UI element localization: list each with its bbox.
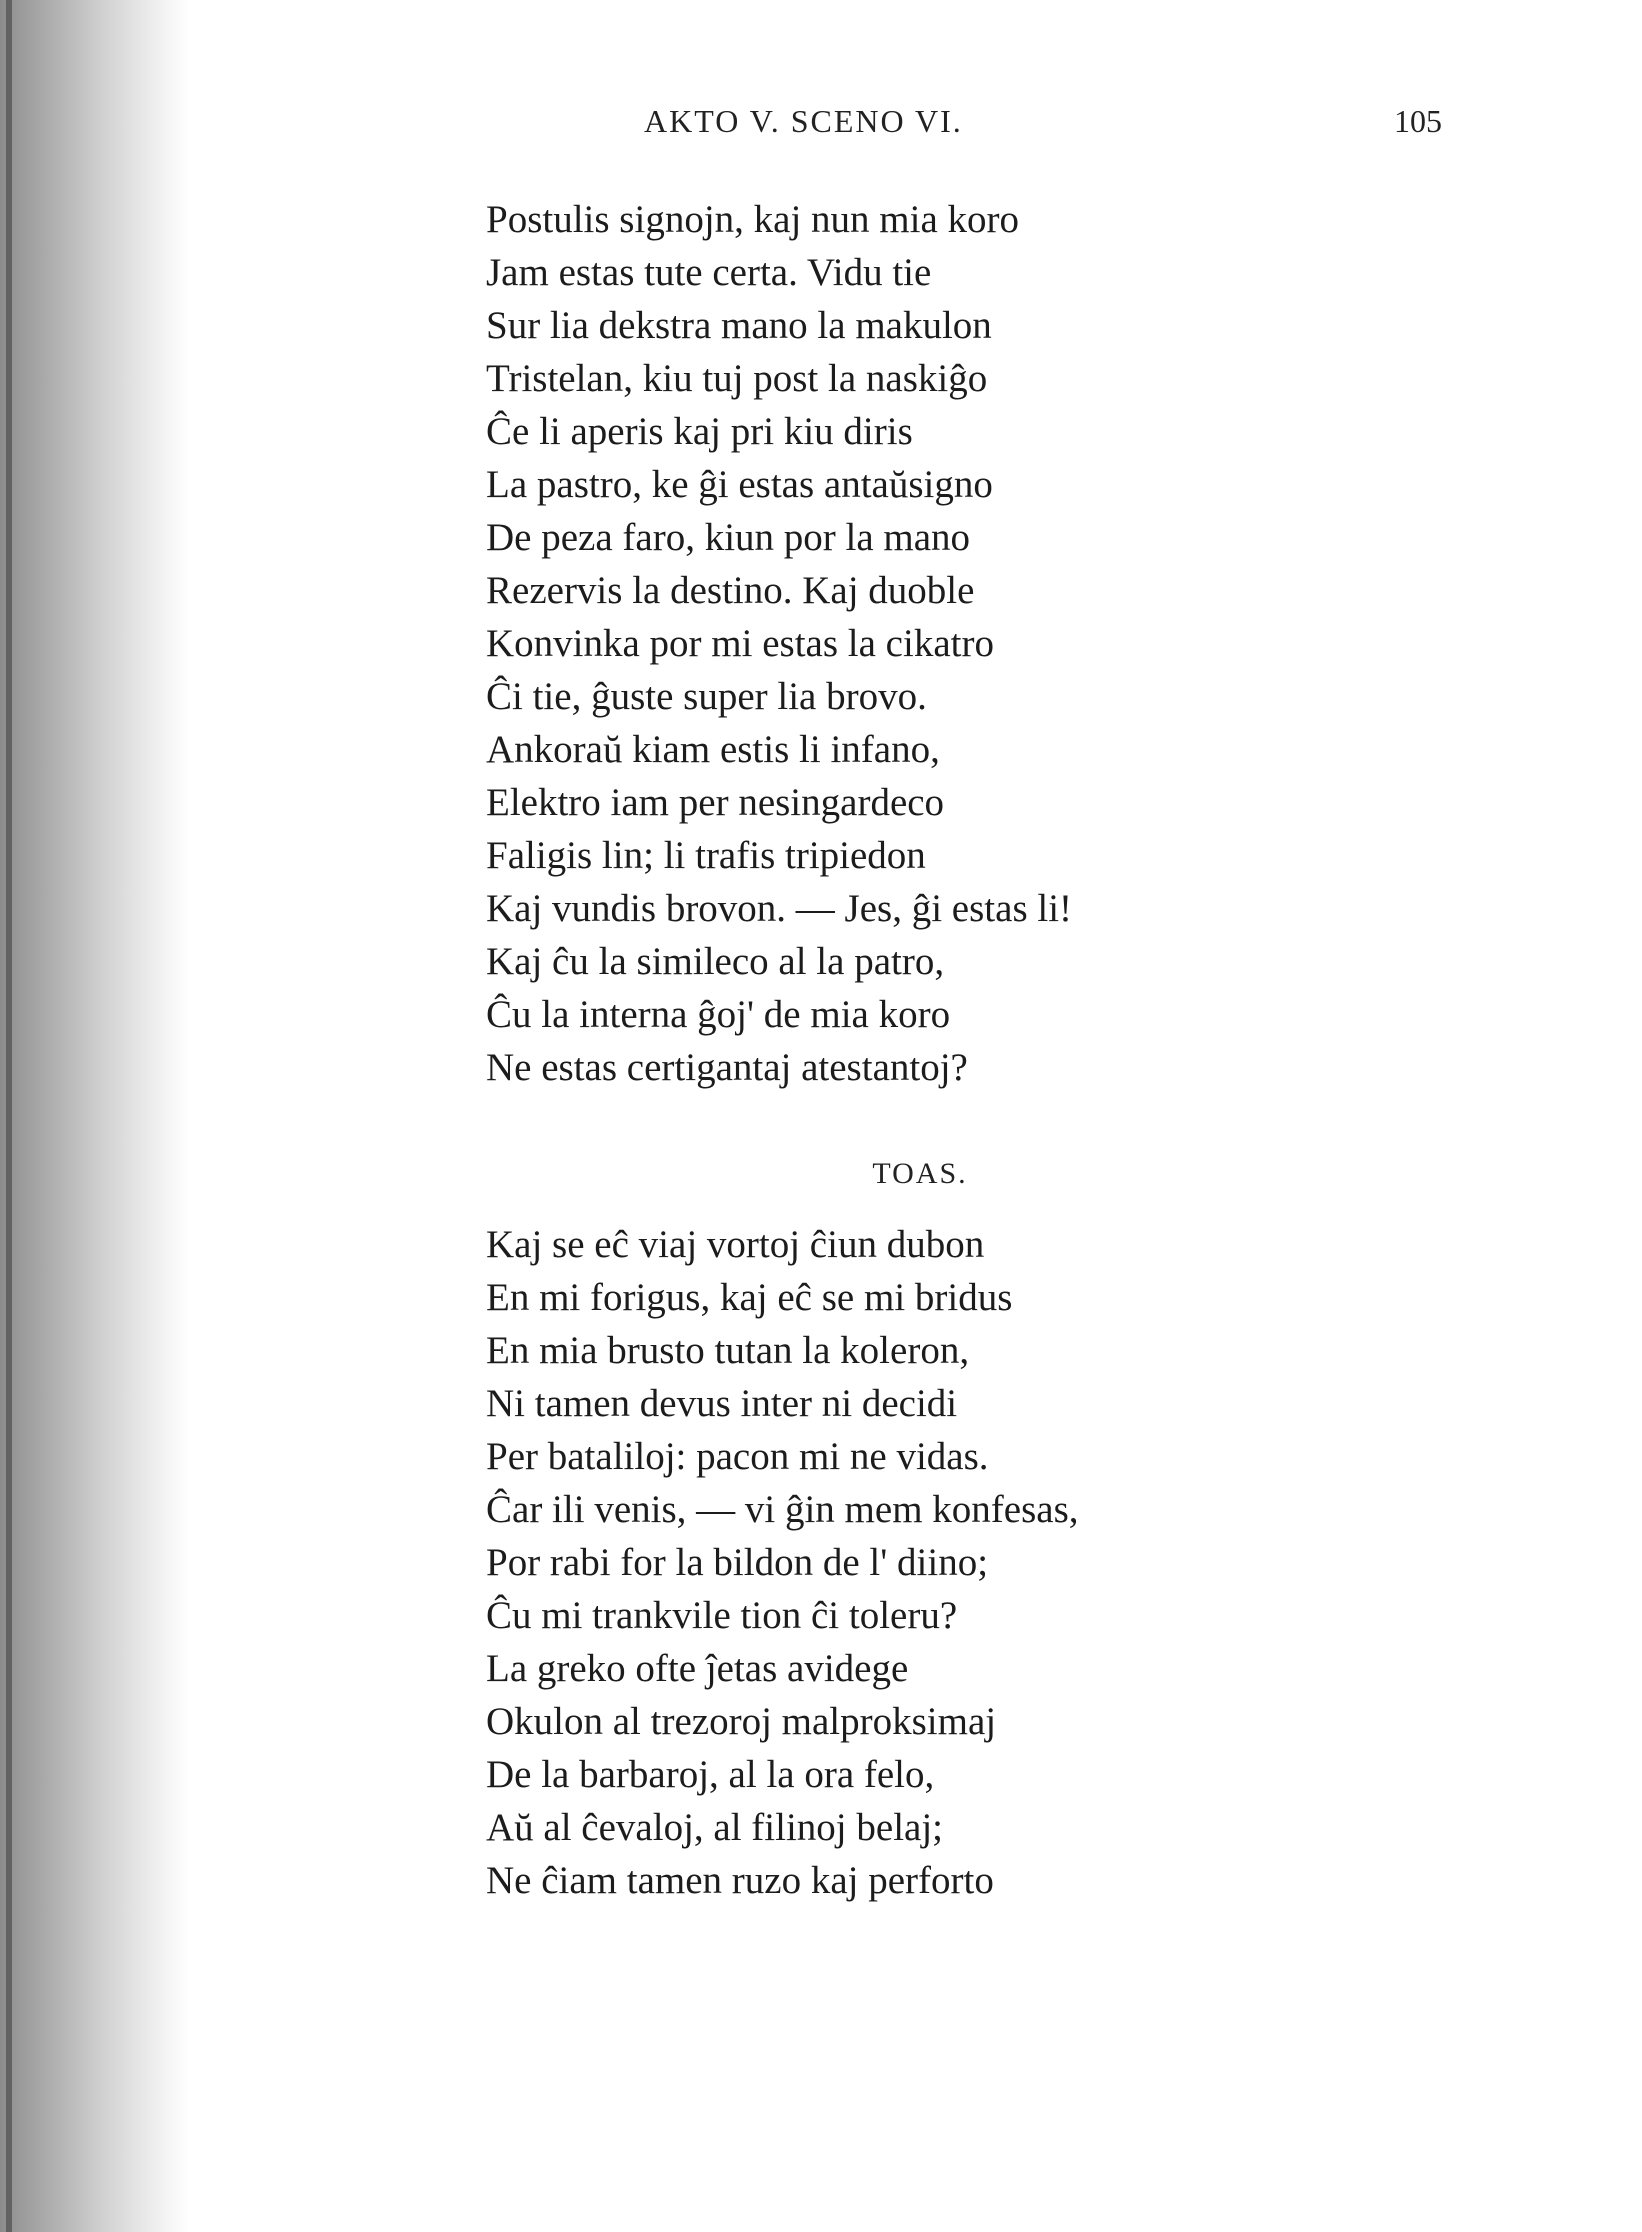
verse-line: Por rabi for la bildon de l' diino; (486, 1541, 989, 1584)
verse-line: La greko ofte ĵetas avidege (486, 1647, 909, 1690)
verse-line: Okulon al trezoroj malproksimaj (486, 1700, 997, 1743)
verse-line: Per bataliloj: pacon mi ne vidas. (486, 1435, 989, 1478)
verse-line: Ankoraŭ kiam estis li infano, (486, 728, 940, 771)
binding-edge (6, 0, 12, 2232)
verse-line: Aŭ al ĉevaloj, al filinoj belaj; (486, 1806, 944, 1849)
running-head (0, 103, 1642, 153)
verse-line: Kaj ĉu la simileco al la patro, (486, 940, 945, 983)
page-number: 105 (1394, 103, 1442, 139)
verse-line: Sur lia dekstra mano la makulon (486, 304, 992, 347)
verse-line: La pastro, ke ĝi estas antaŭsigno (486, 463, 993, 506)
verse-line: Faligis lin; li trafis tripiedon (486, 834, 926, 877)
verse-line: Tristelan, kiu tuj post la naskiĝo (486, 357, 988, 400)
verse-line: Kaj se eĉ viaj vortoj ĉiun dubon (486, 1223, 985, 1266)
verse-line: Kaj vundis brovon. — Jes, ĝi estas li! (486, 887, 1073, 930)
running-title: AKTO V. SCENO VI. (644, 103, 963, 139)
verse-line: De peza faro, kiun por la mano (486, 516, 971, 559)
verse-line: Ĉu la interna ĝoj' de mia koro (486, 993, 951, 1036)
verse-line: Ĉar ili venis, — vi ĝin mem konfesas, (486, 1488, 1079, 1531)
verse-block-1 (486, 193, 1072, 1094)
verse-line: Ĉe li aperis kaj pri kiu diris (486, 410, 913, 453)
verse-line: Ni tamen devus inter ni decidi (486, 1382, 958, 1425)
verse-line: Ĉu mi trankvile tion ĉi toleru? (486, 1594, 958, 1637)
verse-line: Ne ĉiam tamen ruzo kaj perforto (486, 1859, 994, 1902)
verse-line: Jam estas tute certa. Vidu tie (486, 251, 932, 294)
verse-block-2 (486, 1218, 1079, 1907)
verse-line: Postulis signojn, kaj nun mia koro (486, 198, 1020, 241)
verse-line: En mia brusto tutan la koleron, (486, 1329, 970, 1372)
verse-line: Ne estas certigantaj atestantoj? (486, 1046, 968, 1089)
verse-line: En mi forigus, kaj eĉ se mi bridus (486, 1276, 1013, 1319)
verse-line: Konvinka por mi estas la cikatro (486, 622, 994, 665)
verse-line: Rezervis la destino. Kaj duoble (486, 569, 975, 612)
verse-line: Elektro iam per nesingardeco (486, 781, 945, 824)
verse-line: De la barbaroj, al la ora felo, (486, 1753, 935, 1796)
page-gutter-shadow (0, 0, 190, 2232)
verse-line: Ĉi tie, ĝuste super lia brovo. (486, 675, 927, 718)
speaker-name: TOAS. (872, 1157, 968, 1190)
